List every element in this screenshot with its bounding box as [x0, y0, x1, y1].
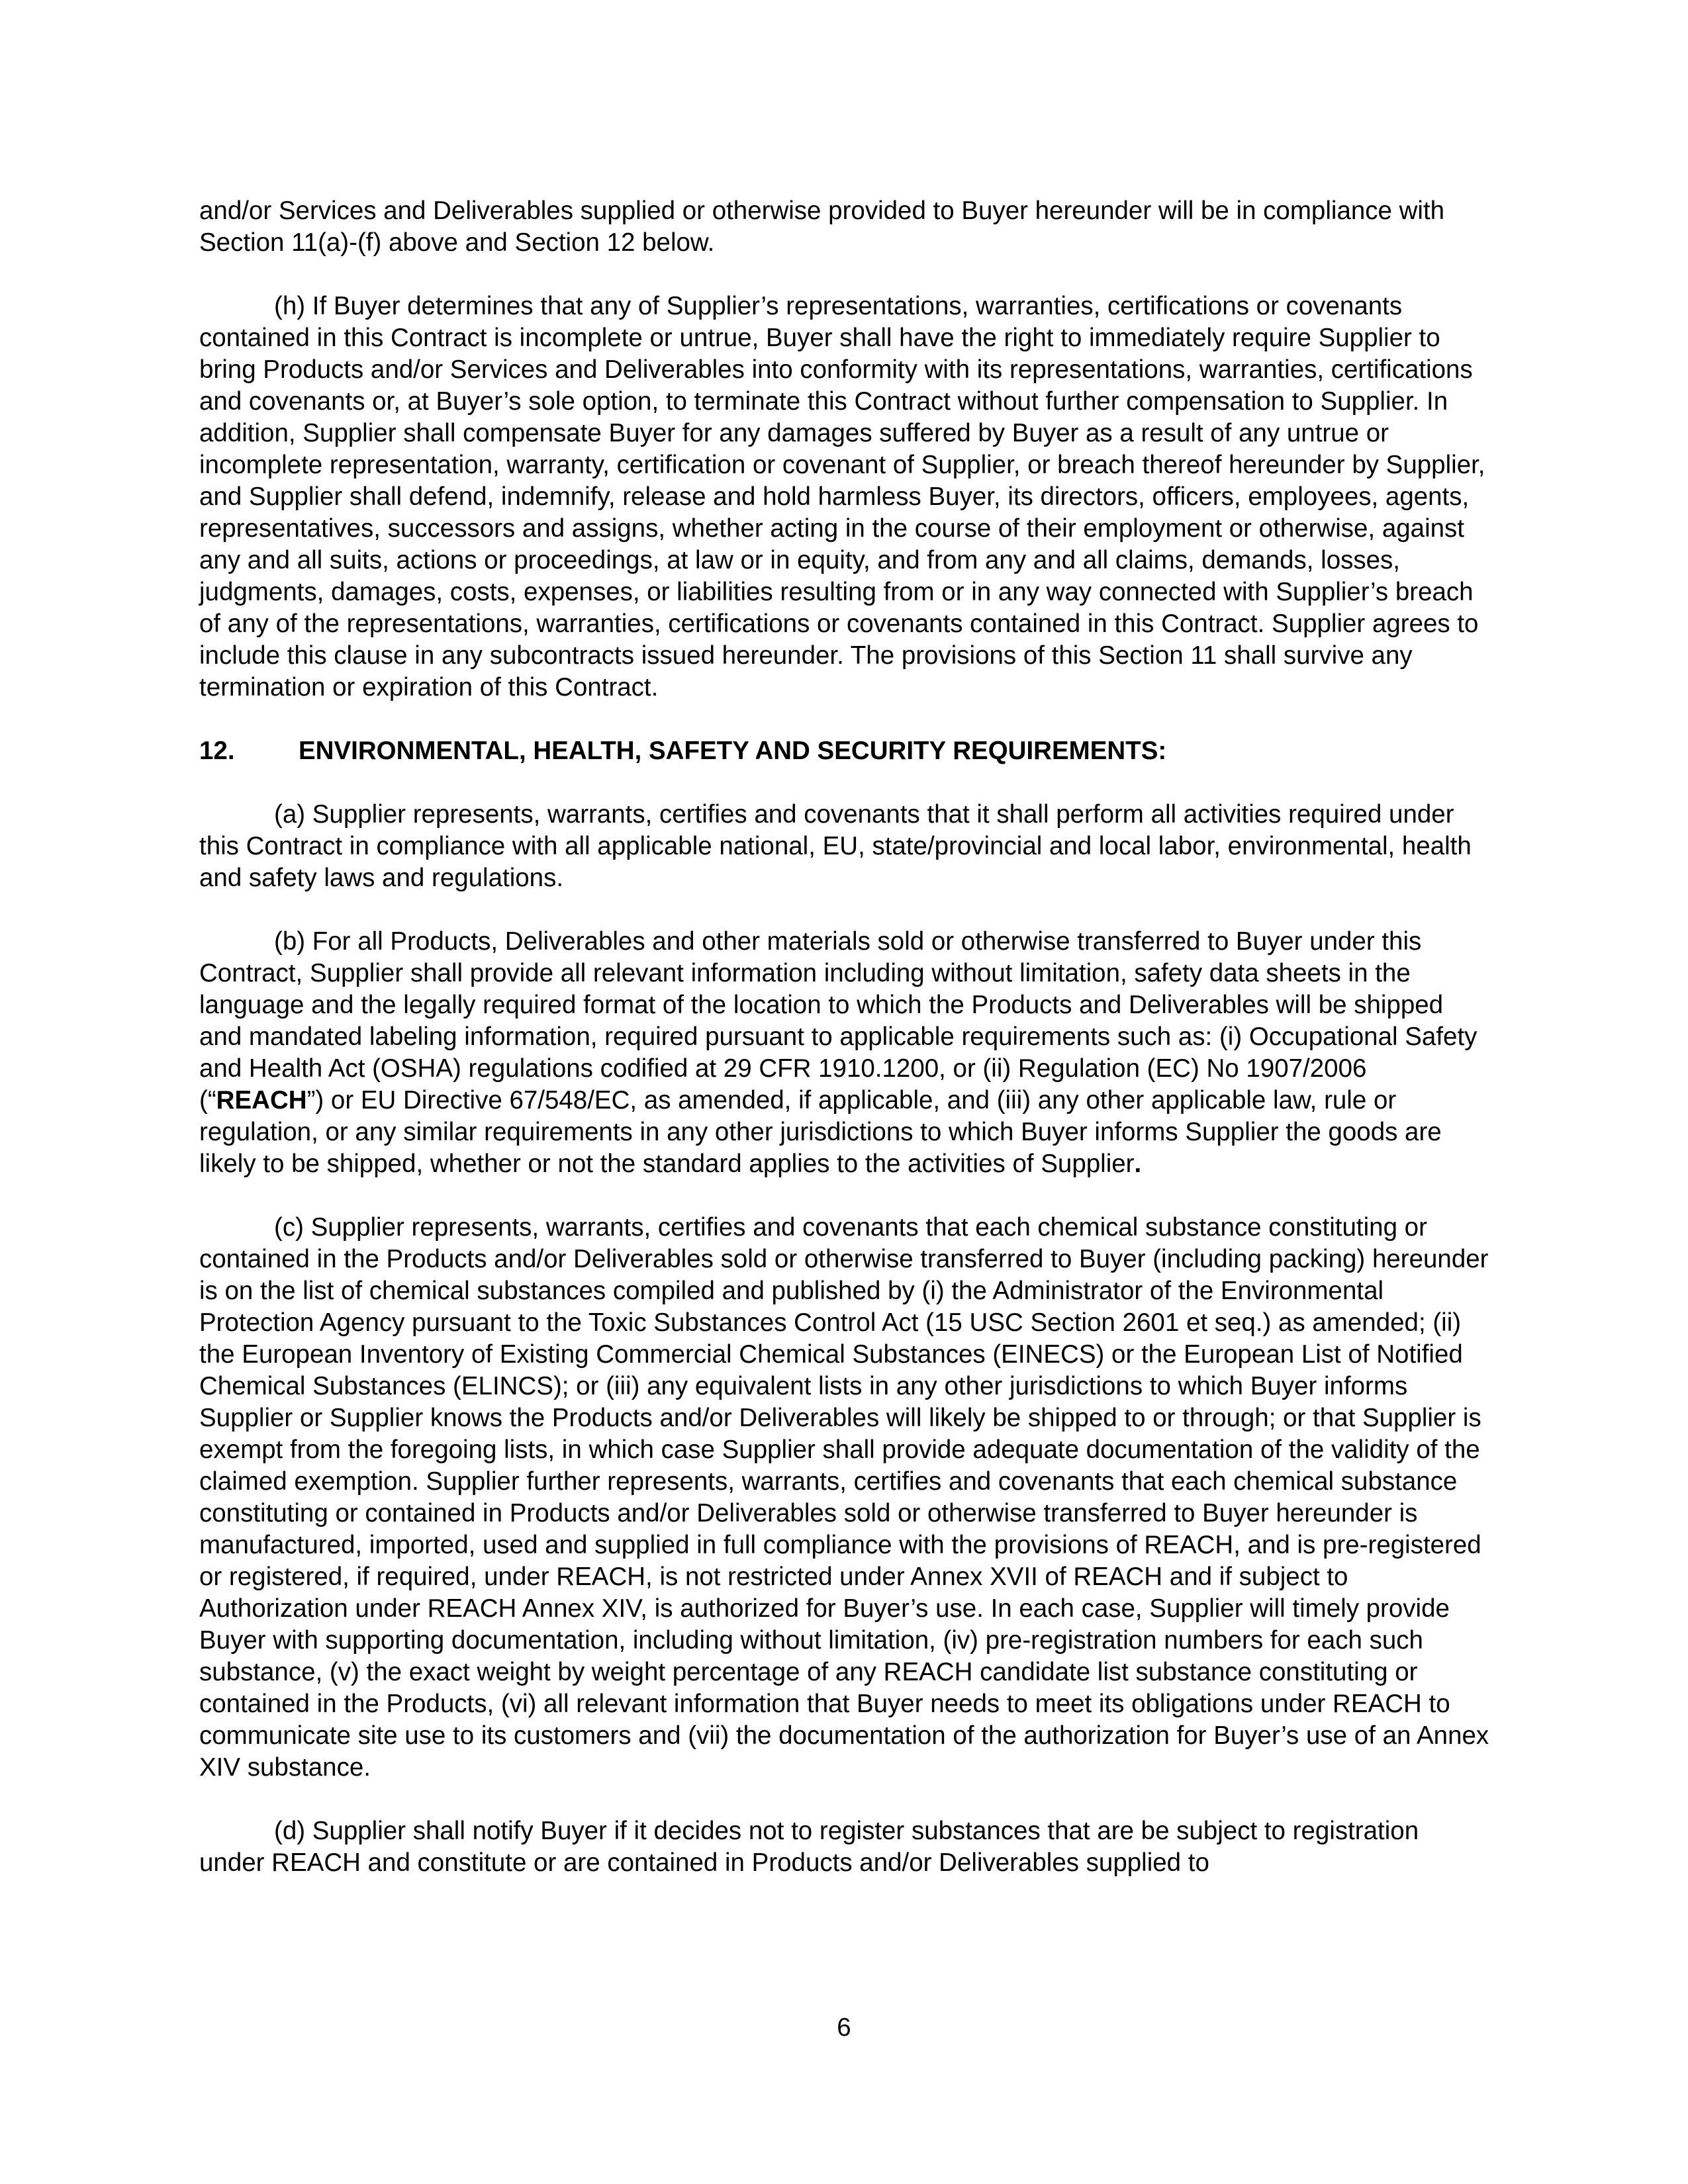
paragraph-b-text-2: ”) or EU Directive 67/548/EC, as amended, if applicable, and (iii) any other applicable law, rule or regulation, or any similar requirements in any other jurisdictions to which Buyer informs Supplier the goods are likely to be shipped, whether or not the standard applies to the activities of Supplier — [199, 1086, 1442, 1178]
paragraph-b — [199, 926, 1490, 1180]
paragraph-h: (h) If Buyer determines that any of Supplier’s representations, warranties, certifications or covenants contained in this Contract is incomplete or untrue, Buyer shall have the right to immediately require Supplier to bring Products and/or Services and Deliverables into conformity with its representations, warranties, certifications and covenants or, at Buyer’s sole option, to terminate this Contract without further compensation to Supplier. In addition, Supplier shall compensate Buyer for any damages suffered by Buyer as a result of any untrue or incomplete representation, warranty, certification or covenant of Supplier, or breach thereof hereunder by Supplier, and Supplier shall defend, indemnify, release and hold harmless Buyer, its directors, officers, employees, agents, representatives, successors and assigns, whether acting in the course of their employment or otherwise, against any and all suits, actions or proceedings, at law or in equity, and from any and all claims, demands, losses, judgments, damages, costs, expenses, or liabilities resulting from or in any way connected with Supplier’s breach of any of the representations, warranties, certifications or covenants contained in this Contract. Supplier agrees to include this clause in any subcontracts issued hereunder. The provisions of this Section 11 shall survive any termination or expiration of this Contract. — [199, 292, 1485, 702]
section-number: 12. — [199, 737, 235, 765]
section-heading — [199, 735, 1490, 767]
intro-paragraph: and/or Services and Deliverables supplied or otherwise provided to Buyer hereunder will be in compliance with Section 11(a)-(f) above and Section 12 below. — [199, 197, 1445, 257]
paragraph-d: (d) Supplier shall notify Buyer if it decides not to register substances that are be subject to registration under REACH and constitute or are contained in Products and/or Deliverables supplied to — [199, 1817, 1419, 1877]
paragraph-c: (c) Supplier represents, warrants, certifies and covenants that each chemical substance constituting or contained in the Products and/or Deliverables sold or otherwise transferred to Buyer (including packing) hereunder is on the list of chemical substances compiled and published by (i) the Administrator of the Environmental Protection Agency pursuant to the Toxic Substances Control Act (15 USC Section 2601 et seq.) as amended; (ii) the European Inventory of Existing Commercial Chemical Substances (EINECS) or the European List of Notified Chemical Substances (ELINCS); or (iii) any equivalent lists in any other jurisdictions to which Buyer informs Supplier or Supplier knows the Products and/or Deliverables will likely be shipped to or through; or that Supplier is exempt from the foregoing lists, in which case Supplier shall provide adequate documentation of the validity of the claimed exemption. Supplier further represents, warrants, certifies and covenants that each chemical substance constituting or contained in Products and/or Deliverables sold or otherwise transferred to Buyer hereunder is manufactured, imported, used and supplied in full compliance with the provisions of REACH, and is pre-registered or registered, if required, under REACH, is not restricted under Annex XVII of REACH and if subject to Authorization under REACH Annex XIV, is authorized for Buyer’s use. In each case, Supplier will timely provide Buyer with supporting documentation, including without limitation, (iv) pre-registration numbers for each such substance, (v) the exact weight by weight percentage of any REACH candidate list substance constituting or contained in the Products, (vi) all relevant information that Buyer needs to meet its obligations under REACH to communicate site use to its customers and (vii) the documentation of the authorization for Buyer’s use of an Annex XIV substance. — [199, 1213, 1489, 1782]
paragraph-b-text-1: (b) For all Products, Deliverables and other materials sold or otherwise transferred to Buyer under this Contract, Supplier shall provide all relevant information including without limitation, safety data sheets in the language and the legally required format of the location to which the Products and Deliverables will be shipped and mandated labeling information, required pursuant to applicable requirements such as: (i) Occupational Safety and Health Act (OSHA) regulations codified at 29 CFR 1910.1200, or (ii) Regulation (EC) No 1907/2006 (“ — [199, 927, 1477, 1115]
reach-term: REACH — [216, 1086, 307, 1115]
page-number: 6 — [837, 2013, 851, 2042]
paragraph-a: (a) Supplier represents, warrants, certifies and covenants that it shall perform all activities required under this Contract in compliance with all applicable national, EU, state/provincial and local labor, environmental, health and safety laws and regulations. — [199, 800, 1472, 892]
paragraph-b-period: . — [1134, 1150, 1142, 1178]
section-title: ENVIRONMENTAL, HEALTH, SAFETY AND SECURITY REQUIREMENTS: — [299, 737, 1167, 765]
document-body — [199, 195, 1490, 1911]
